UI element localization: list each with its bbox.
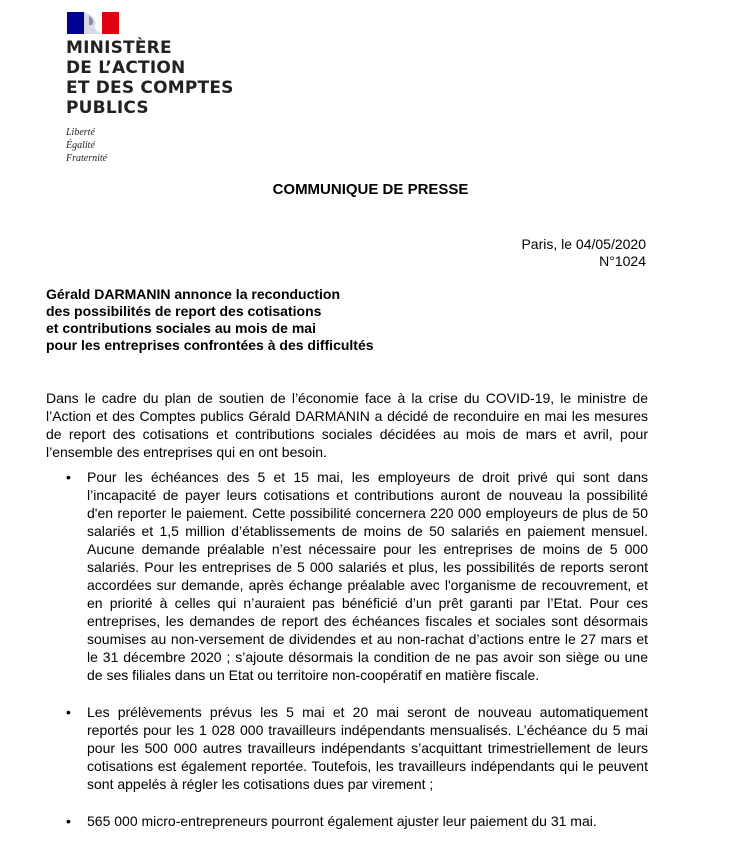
list-item bbox=[46, 812, 648, 830]
intro-paragraph: Dans le cadre du plan de soutien de l’économie face à la crise du COVID-19, le ministre de l’Action et des Comptes publics Gérald DARMANIN a décidé de reconduire en mai les mesures de report des cotisations et contributions sociales décidées au mois de mars et avril, pour l’ensemble des entreprises qui en ont besoin. bbox=[46, 390, 648, 460]
bullet-icon: • bbox=[66, 469, 71, 485]
republic-motto: Liberté Égalité Fraternité bbox=[66, 127, 108, 164]
place-date: Paris, le 04/05/2020 bbox=[521, 236, 646, 252]
marianne-flag-icon bbox=[67, 12, 119, 34]
headline: Gérald DARMANIN annonce la reconduction des possibilités de report des cotisations et contributions sociales au mois de mai pour les entreprises confrontées à des difficultés bbox=[46, 286, 374, 353]
measures-list bbox=[46, 468, 648, 830]
document-meta bbox=[521, 236, 646, 270]
press-release-heading: COMMUNIQUE DE PRESSE bbox=[272, 181, 469, 198]
ministry-name: MINISTÈRE DE L’ACTION ET DES COMPTES PUBLICS bbox=[66, 38, 234, 118]
release-number: N°1024 bbox=[599, 253, 646, 269]
list-item-text: 565 000 micro-entrepreneurs pourront également ajuster leur paiement du 31 mai. bbox=[87, 813, 597, 829]
bullet-icon: • bbox=[66, 813, 71, 829]
list-item-text: Les prélèvements prévus les 5 mai et 20 mai seront de nouveau automatiquement reportés pour les 1 028 000 travailleurs indépendants mensualisés. L’échéance du 5 mai pour les 500 000 autres travailleurs indépendants s’acquittant trimestriellement de leurs cotisations est également reportée. Toutefois, les travailleurs indépendants qui le peuvent sont appelés à régler les cotisations dues par virement ; bbox=[87, 704, 648, 792]
list-item bbox=[46, 468, 648, 684]
list-item-text: Pour les échéances des 5 et 15 mai, les employeurs de droit privé qui sont dans l’incapacité de payer leurs cotisations et contributions auront de nouveau la possibilité d'en reporter le paiement. Cette possibilité concernera 220 000 employeurs de plus de 50 salariés et 1,5 million d’établissements de moins de 50 salariés en paiement mensuel. Aucune demande préalable n’est nécessaire pour les entreprises de moins de 5 000 salariés. Pour les entreprises de 5 000 salariés et plus, les possibilités de reports seront accordées sur demande, après échange préalable avec l'organisme de recouvrement, et en priorité à celles qui n’auraient pas bénéficié d’un prêt garanti par l’Etat. Pour ces entreprises, les demandes de report des échéances fiscales et sociales sont désormais soumises au non-versement de dividendes et au non-rachat d’actions entre le 27 mars et le 31 décembre 2020 ; s’ajoute désormais la condition de ne pas avoir son siège ou une de ses filiales dans un Etat ou territoire non-coopératif en matière fiscale. bbox=[87, 469, 648, 683]
bullet-icon: • bbox=[66, 704, 71, 720]
list-item bbox=[46, 703, 648, 793]
